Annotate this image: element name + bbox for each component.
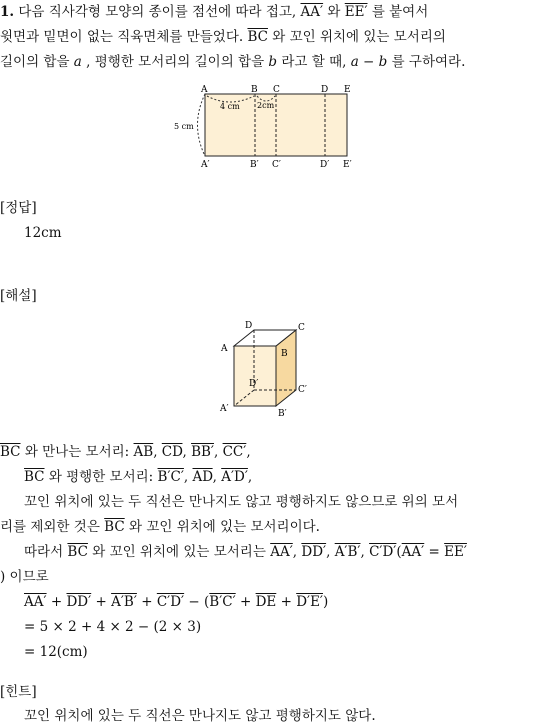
- problem-text: 를 붙여서: [371, 4, 429, 20]
- segment-ab: $\overline{AB}$: [133, 444, 154, 460]
- segment-cd: $\overline{CD}$: [161, 444, 183, 460]
- label-e: E: [344, 85, 351, 95]
- segment-ad: $\overline{AD}$: [192, 469, 213, 485]
- equation-line-3: = 12(cm): [24, 644, 88, 660]
- segment-aa: AA′: [300, 4, 324, 20]
- front-face: [234, 346, 276, 406]
- text: 와 평행한 모서리:: [48, 469, 154, 485]
- solution-line-5: 따라서 $\overline{BC}$ 와 꼬인 위치에 있는 모서리는 AA′, DD′, A′B′, C′D′(AA′ = EE′: [24, 544, 467, 560]
- equation-line-1: $AA' + DD' + A'B' + C'D' - (B'C' + \overline{DE} + D'E')$: [24, 594, 329, 610]
- label-b-prime: B′: [250, 160, 259, 170]
- segment-a-d-prime: A′D′: [221, 469, 248, 485]
- hint-text: 꼬인 위치에 있는 두 직선은 만나지도 않고 평행하지도 않다.: [24, 708, 376, 724]
- segment-de: $\overline{DE}$: [255, 594, 277, 610]
- cube-label-c: C: [298, 323, 305, 333]
- segment-aa: AA′: [24, 594, 47, 610]
- var-a: a: [73, 54, 82, 70]
- text: 리를 제외한 것은: [0, 519, 100, 535]
- segment-dd: DD′: [301, 544, 327, 560]
- cube-label-a: A: [221, 344, 228, 354]
- bc-length-label: 2cm: [257, 101, 275, 110]
- segment-bb: BB′: [191, 444, 214, 460]
- hint-heading: [힌트]: [0, 684, 37, 700]
- segment-b-c-prime: B′C′: [157, 469, 184, 485]
- cuboid-figure: [214, 318, 324, 420]
- cube-label-a-prime: A′: [220, 404, 229, 414]
- segment-cc: CC′: [222, 444, 247, 460]
- solution-line-4: [0, 515, 535, 539]
- problem-line-2: [0, 25, 535, 49]
- segment-a-b-prime: A′B′: [334, 544, 361, 560]
- problem-text: 길이의 합을: [0, 54, 70, 70]
- problem-text: 라고 할 때,: [281, 54, 347, 70]
- problem-line-1: [0, 0, 535, 24]
- cube-label-d-prime: D′: [249, 379, 259, 389]
- side-brace: [198, 94, 206, 156]
- solution-line-6: ) 이므로: [0, 569, 49, 585]
- ab-length-label: 4 cm: [220, 102, 240, 111]
- solution-line-2: $\overline{BC}$ 와 평행한 모서리: B′C′, $\overline{AD}$, A′D′,: [24, 469, 253, 485]
- segment-b-c-prime: B′C′: [209, 594, 236, 610]
- label-c: C: [273, 85, 280, 95]
- side-length-label: 5 cm: [174, 122, 194, 131]
- text: 와 꼬인 위치에 있는 모서리이다.: [128, 519, 320, 535]
- label-b: B: [251, 85, 258, 95]
- segment-aa: AA′: [270, 544, 293, 560]
- paper-net-figure: [170, 82, 370, 174]
- segment-d-e-prime: D′E′: [296, 594, 323, 610]
- label-e-prime: E′: [343, 160, 352, 170]
- label-d: D: [321, 85, 329, 95]
- problem-text: 다음 직사각형 모양의 종이를 점선에 따라 접고,: [18, 4, 297, 20]
- problem-line-3: [0, 50, 535, 74]
- text: 와 꼬인 위치에 있는 모서리는: [92, 544, 266, 560]
- cube-label-b: B: [281, 349, 288, 359]
- solution-line-3: 꼬인 위치에 있는 두 직선은 만나지도 않고 평행하지도 않으므로 위의 모서: [24, 494, 459, 510]
- segment-c-d-prime: C′D′: [369, 544, 397, 560]
- segment-bc: $\overline{BC}$: [247, 29, 268, 45]
- text: 따라서: [24, 544, 64, 560]
- problem-text: 와 꼬인 위치에 있는 모서리의: [272, 29, 446, 45]
- segment-ee: EE′: [344, 4, 368, 20]
- segment-c-d-prime: C′D′: [156, 594, 185, 610]
- label-a-prime: A′: [201, 160, 210, 170]
- solution-heading: [해설]: [0, 288, 37, 304]
- problem-number: 1.: [0, 4, 15, 20]
- segment-bc: $\overline{BC}$: [104, 519, 125, 535]
- label-a: A: [201, 85, 208, 95]
- cube-label-d: D: [245, 321, 253, 331]
- solution-line-1: $\overline{BC}$ 와 만나는 모서리: $\overline{AB}$, $\overline{CD}$, BB′, CC′,: [0, 444, 251, 460]
- segment-bc: $\overline{BC}$: [67, 544, 88, 560]
- problem-text: 윗면과 밑면이 없는 직육면체를 만들었다.: [0, 29, 244, 45]
- label-d-prime: D′: [320, 160, 330, 170]
- text: 와 만나는 모서리:: [24, 444, 130, 460]
- var-b: b: [268, 54, 278, 70]
- expr-a-minus-b: a − b: [350, 54, 388, 70]
- segment-dd: DD′: [66, 594, 92, 610]
- segment-a-b-prime: A′B′: [111, 594, 137, 610]
- label-c-prime: C′: [272, 160, 281, 170]
- segment-bc: $\overline{BC}$: [24, 469, 45, 485]
- problem-text: 와: [327, 4, 341, 20]
- answer-heading: [정답]: [0, 200, 37, 216]
- cube-label-b-prime: B′: [278, 409, 287, 419]
- segment-ee: EE′: [444, 544, 467, 560]
- equation-line-2: = 5 × 2 + 4 × 2 − (2 × 3): [24, 619, 202, 635]
- segment-bc: $\overline{BC}$: [0, 444, 21, 460]
- segment-aa: AA′: [401, 544, 425, 560]
- answer-value: 12cm: [24, 225, 62, 241]
- problem-text: 를 구하여라.: [391, 54, 466, 70]
- cube-label-c-prime: C′: [298, 385, 307, 395]
- problem-text: , 평행한 모서리의 길이의 합을: [86, 54, 265, 70]
